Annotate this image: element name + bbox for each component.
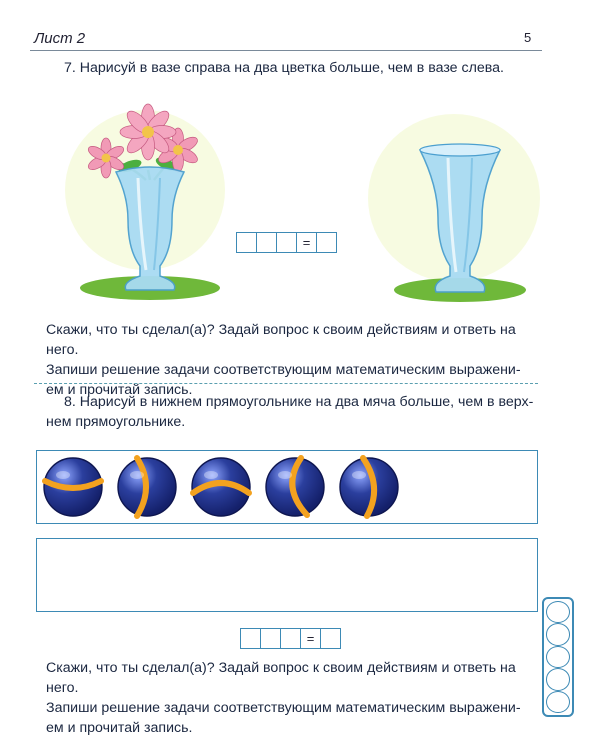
task8-footer-line2: Запиши решение задачи соответствующим математическим выражени-	[46, 700, 521, 716]
page-number: 5	[524, 30, 532, 45]
answer-box[interactable]	[261, 629, 281, 648]
task8-prompt	[46, 392, 546, 432]
right-vase-illustration	[364, 108, 544, 306]
answer-box[interactable]	[317, 233, 336, 252]
answer-box[interactable]	[237, 233, 257, 252]
balls-group	[37, 451, 537, 523]
top-balls-rectangle	[36, 450, 538, 524]
ball-icon	[192, 458, 250, 516]
task7-answer-boxes[interactable]	[236, 232, 337, 253]
grade-circles-strip	[542, 597, 574, 717]
bottom-drawing-rectangle[interactable]	[36, 538, 538, 612]
answer-box[interactable]	[241, 629, 261, 648]
task7-prompt	[64, 58, 544, 78]
ball-icon	[340, 458, 398, 516]
task7-footer	[46, 320, 546, 400]
left-vase-illustration	[60, 100, 230, 305]
flower-icon-top	[120, 104, 176, 160]
answer-box[interactable]	[257, 233, 277, 252]
task8-footer	[46, 658, 540, 738]
equals-sign-box: =	[297, 233, 317, 252]
answer-box[interactable]	[281, 629, 301, 648]
ball-icon	[44, 458, 102, 516]
grade-circle[interactable]	[546, 668, 570, 690]
task7-prompt-text: 7. Нарисуй в вазе справа на два цветка больше, чем в вазе слева.	[64, 60, 504, 76]
task8-prompt-line1: 8. Нарисуй в нижнем прямоугольнике на два мяча больше, чем в верх-	[64, 394, 534, 410]
grade-circle[interactable]	[546, 691, 570, 713]
grade-circle[interactable]	[546, 623, 570, 645]
task7-footer-line3: ем и прочитай запись.	[46, 382, 193, 398]
task7-footer-line1: Скажи, что ты сделал(а)? Задай вопрос к своим действиям и ответь на него.	[46, 322, 516, 358]
task8-footer-line3: ем и прочитай запись.	[46, 720, 193, 736]
task8-answer-boxes[interactable]	[240, 628, 341, 649]
sheet-label: Лист 2	[34, 30, 86, 47]
task7-footer-line2: Запиши решение задачи соответствующим математическим выражени-	[46, 362, 521, 378]
ball-icon	[118, 458, 176, 516]
task8-footer-line1: Скажи, что ты сделал(а)? Задай вопрос к своим действиям и ответь на него.	[46, 660, 516, 696]
task8-prompt-line2: нем прямоугольнике.	[46, 414, 186, 430]
answer-box[interactable]	[277, 233, 297, 252]
answer-box[interactable]	[321, 629, 340, 648]
section-divider	[34, 383, 538, 384]
grade-circle[interactable]	[546, 646, 570, 668]
grade-circle[interactable]	[546, 601, 570, 623]
ball-icon	[266, 458, 324, 516]
equals-sign-box: =	[301, 629, 321, 648]
header-rule	[30, 50, 542, 51]
